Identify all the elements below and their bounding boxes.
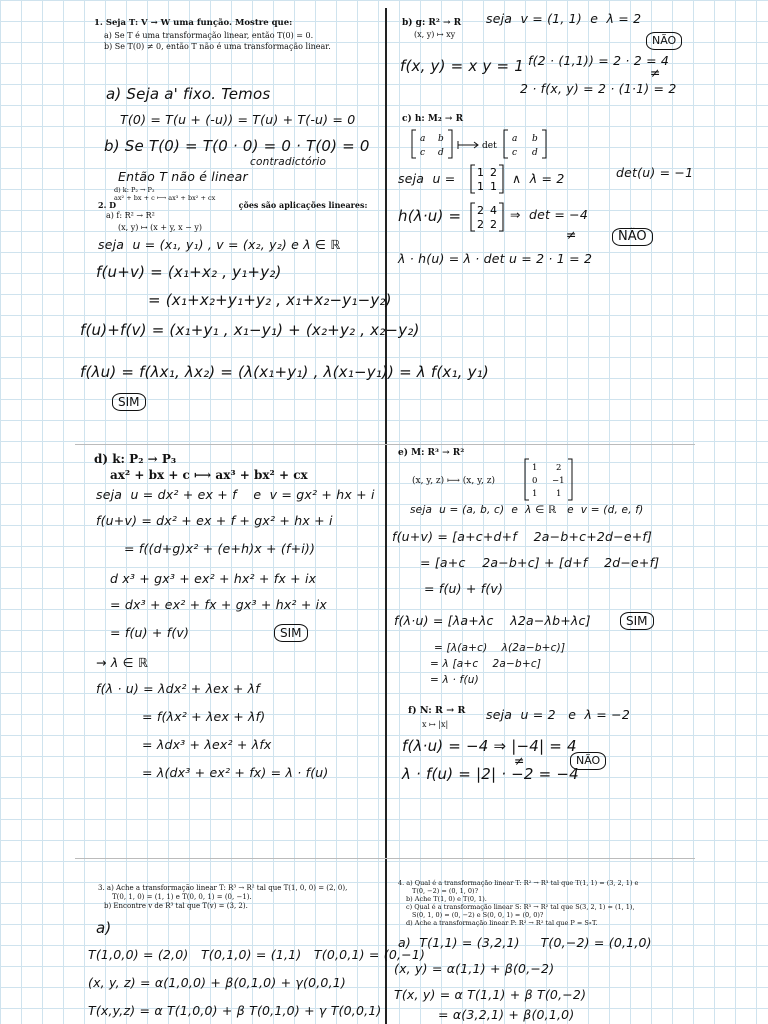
q2d-map: ax² + bx + c ⟼ ax³ + bx² + cx [110, 468, 308, 482]
answer-box-q2b: NÃO [646, 32, 682, 50]
hw-q2c-neq: ≠ [566, 227, 577, 242]
hw-q2d-expanded: d x³ + gx³ + ex² + hx² + fx + ix [110, 571, 317, 586]
q2-overlay-small-2: ax² + bx + c ⟼ ax³ + bx² + cx [114, 194, 216, 202]
answer-box-q2f: NÃO [570, 752, 606, 770]
q2e-title: e) M: R³ → R² [398, 448, 465, 458]
e-12: 2 [556, 463, 562, 473]
hw-q1-a-intro: a) Seja a' fixo. Temos [106, 85, 271, 103]
u-21: 1 [477, 180, 484, 193]
hw-q2a-fu-plus-fv: f(u)+f(v) = (x₁+y₁ , x₁−y₁) + (x₂+y₂ , x₂−y₂) [80, 321, 420, 339]
hw-q4-linear: T(x, y) = α T(1,1) + β T(0,−2) [394, 987, 587, 1002]
hw-q4-expanded: = α(3,2,1) + β(0,1,0) [438, 1007, 575, 1022]
q2f-map: x ↦ |x| [422, 720, 449, 729]
hw-q3-images: T(1,0,0) = (2,0) T(0,1,0) = (1,1) T(0,0,1) = (0,−1) [88, 947, 426, 962]
hw-q2f-line2: λ · f(u) = |2| · −2 = −4 [402, 765, 579, 783]
e-11: 1 [532, 463, 538, 473]
hw-q2e-scalar-4: = λ · f(u) [430, 674, 479, 686]
q1-statement: 1. Seja T: V → W uma função. Mostre que: [94, 18, 293, 28]
u-22: 1 [490, 180, 497, 193]
hw-q3-linear: T(x,y,z) = α T(1,0,0) + β T(0,1,0) + γ T(0,0,1) [88, 1003, 382, 1018]
hw-q1-a-line: T(0) = T(u + (-u)) = T(u) + T(-u) = 0 [120, 112, 356, 127]
hw-q2b-seja: seja v = (1, 1) e λ = 2 [486, 11, 642, 26]
q2b-title: b) g: R² → R [402, 18, 462, 28]
e-32: 1 [556, 489, 562, 499]
q2-overlay-small-1: d) k: P₂ → P₃ [114, 186, 155, 194]
hw-q2e-sum: f(u+v) = [a+c+d+f 2a−b+c+2d−e+f] [392, 529, 653, 544]
hw-q4-images: a) T(1,1) = (3,2,1) T(0,−2) = (0,1,0) [398, 935, 652, 950]
answer-box-q2a: SIM [112, 393, 146, 411]
page-divider-vertical [385, 8, 387, 1024]
hw-q2e-scalar-3: = λ [a+c 2a−b+c] [430, 658, 542, 670]
q2f-title: f) N: R → R [408, 705, 466, 716]
q2c-left-a: a [420, 134, 426, 144]
hw-q1-b-line: b) Se T(0) = T(0 · 0) = 0 · T(0) = 0 [104, 137, 370, 155]
q2c-det-map [410, 128, 570, 162]
hw-q2d-scalar-3: = λdx³ + λex² + λfx [142, 737, 272, 752]
hw-q2e-scalar-2: = [λ(a+c) λ(2a−b+c)] [434, 642, 566, 654]
hw-q2c-matrix-hu [470, 202, 506, 234]
hw-q2d-reordered: = dx³ + ex² + fx + gx³ + hx² + ix [110, 597, 327, 612]
q4-part-b: b) Ache T(1, 0) e T(0, 1). [406, 895, 487, 903]
hw-q2a-scalar: f(λu) = f(λx₁, λx₂) = (λ(x₁+y₁) , λ(x₁−y₁)) = λ f(x₁, y₁) [80, 363, 489, 381]
q4-part-d: d) Ache a transformação linear P: R² → R² tal que P = S∘T. [406, 919, 598, 927]
q3-part-b: b) Encontre v de R³ tal que T(v) = (3, 2). [104, 902, 248, 910]
q2b-map: (x, y) ↦ xy [414, 30, 456, 39]
hw-q2e-additivity: = f(u) + f(v) [424, 581, 504, 596]
hw-q2d-lambda: → λ ∈ ℝ [96, 655, 148, 670]
q2d-title: d) k: P₂ → P₃ [94, 452, 177, 466]
q4-part-c-cont: S(0, 1, 0) = (0, −2) e S(0, 0, 1) = (0, 0)? [412, 911, 544, 919]
hw-q2c-det-hu: ⇒ det = −4 [510, 207, 588, 222]
hw-q2f-seja: seja u = 2 e λ = −2 [486, 707, 630, 722]
hw-q2d-scalar-4: = λ(dx³ + ex² + fx) = λ · f(u) [142, 765, 329, 780]
hw-q2e-scalar: f(λ·u) = [λa+λc λ2a−λb+λc] [394, 613, 591, 628]
q2-part-a-map: (x, y) ↦ (x + y, x − y) [118, 223, 203, 232]
hw-q3-a: a) [96, 919, 112, 937]
q2c-right-b: b [532, 134, 538, 144]
q4-part-a: 4. a) Qual é a transformação linear T: R² → R³ tal que T(1, 1) = (3, 2, 1) e [398, 879, 639, 887]
e-31: 1 [532, 489, 538, 499]
q2c-det-label: det [482, 141, 497, 151]
q1-part-a: a) Se T é uma transformação linear, então T(0) = 0. [104, 31, 314, 40]
hw-q2f-line1: f(λ·u) = −4 ⇒ |−4| = 4 [402, 737, 577, 755]
hw-q2d-seja: seja u = dx² + ex + f e v = gx² + hx + i [96, 487, 375, 502]
hu-12: 4 [490, 204, 497, 217]
u-12: 2 [490, 166, 497, 179]
e-22: −1 [552, 476, 565, 486]
q2c-left-b: b [438, 134, 444, 144]
e-21: 0 [532, 476, 538, 486]
hw-q2d-additivity: = f(u) + f(v) [110, 625, 190, 640]
hu-21: 2 [477, 218, 484, 231]
q3-part-a-cont: T(0, 1, 0) = (1, 1) e T(0, 0, 1) = (0, −1). [112, 893, 252, 901]
answer-box-q2c: NÃO [612, 228, 653, 246]
hw-q4-combination: (x, y) = α(1,1) + β(0,−2) [394, 961, 555, 976]
q2c-left-d: d [438, 148, 444, 158]
hw-q2b-line2: f(2 · (1,1)) = 2 · 2 = 4 [528, 53, 670, 68]
hw-q1-b-note: contradictório [250, 156, 327, 168]
hu-11: 2 [477, 204, 484, 217]
hw-q2e-split: = [a+c 2a−b+c] + [d+f 2d−e+f] [420, 555, 660, 570]
q1-part-b: b) Se T(0) ≠ 0, então T não é uma transformação linear. [104, 42, 331, 51]
u-11: 1 [477, 166, 484, 179]
q2e-matrix [524, 458, 576, 502]
hw-q2c-h-lambda: h(λ·u) = [398, 207, 462, 225]
hw-q2e-seja: seja u = (a, b, c) e λ ∈ ℝ e v = (d, e, f) [410, 504, 644, 516]
hw-q2c-lambda: ∧ λ = 2 [512, 171, 565, 186]
hw-q2b-neq: ≠ [650, 65, 661, 80]
q2c-right-a: a [512, 134, 518, 144]
hw-q3-combination: (x, y, z) = α(1,0,0) + β(0,1,0) + γ(0,0,1) [88, 975, 346, 990]
hu-22: 2 [490, 218, 497, 231]
hw-q2b-line1: f(x, y) = x y = 1 [400, 57, 524, 75]
q2c-right-d: d [532, 148, 538, 158]
hw-q2c-matrix-u [470, 164, 506, 196]
section-divider-bottom [75, 858, 695, 859]
q3-part-a: 3. a) Ache a transformação linear T: R³ → R² tal que T(1, 0, 0) = (2, 0), [98, 884, 348, 892]
hw-q2d-sum-grouped: = f((d+g)x² + (e+h)x + (f+i)) [124, 541, 316, 556]
answer-box-q2d: SIM [274, 624, 308, 642]
hw-q2d-sum: f(u+v) = dx² + ex + f + gx² + hx + i [96, 513, 333, 528]
answer-box-q2e: SIM [620, 612, 654, 630]
q2c-right-c: c [512, 148, 518, 158]
hw-q2c-det-u: det(u) = −1 [616, 165, 694, 180]
hw-q2d-scalar: f(λ · u) = λdx² + λex + λf [96, 681, 260, 696]
hw-q2b-line3: 2 · f(x, y) = 2 · (1·1) = 2 [520, 81, 677, 96]
hw-q2a-sum: f(u+v) = (x₁+x₂ , y₁+y₂) [96, 263, 282, 281]
hw-q2c-seja: seja u = [398, 171, 456, 186]
q4-part-a-cont: T(0, −2) = (0, 1, 0)? [412, 887, 479, 895]
hw-q1-b-conclusion: Então T não é linear [118, 169, 248, 184]
q2-part-a-title: a) f: R² → R² [106, 211, 155, 220]
hw-q2d-scalar-2: = f(λx² + λex + λf) [142, 709, 266, 724]
hw-q2a-seja: seja u = (x₁, y₁) , v = (x₂, y₂) e λ ∈ ℝ [98, 237, 341, 252]
q4-part-c: c) Qual é a transformação linear S: R³ → R² tal que S(3, 2, 1) = (1, 1), [406, 903, 635, 911]
hw-q2f-neq: ≠ [514, 753, 525, 768]
section-divider-top [75, 444, 695, 445]
q2c-title: c) h: M₂ → R [402, 114, 464, 124]
q2c-left-c: c [420, 148, 426, 158]
hw-q2a-sum-expanded: = (x₁+x₂+y₁+y₂ , x₁+x₂−y₁−y₂) [148, 291, 392, 309]
q2e-map: (x, y, z) ⟼ (x, y, z) [412, 476, 495, 486]
q2-statement: 2. D ções são aplicações lineares: [98, 200, 368, 210]
hw-q2c-lambda-h: λ · h(u) = λ · det u = 2 · 1 = 2 [398, 251, 593, 266]
